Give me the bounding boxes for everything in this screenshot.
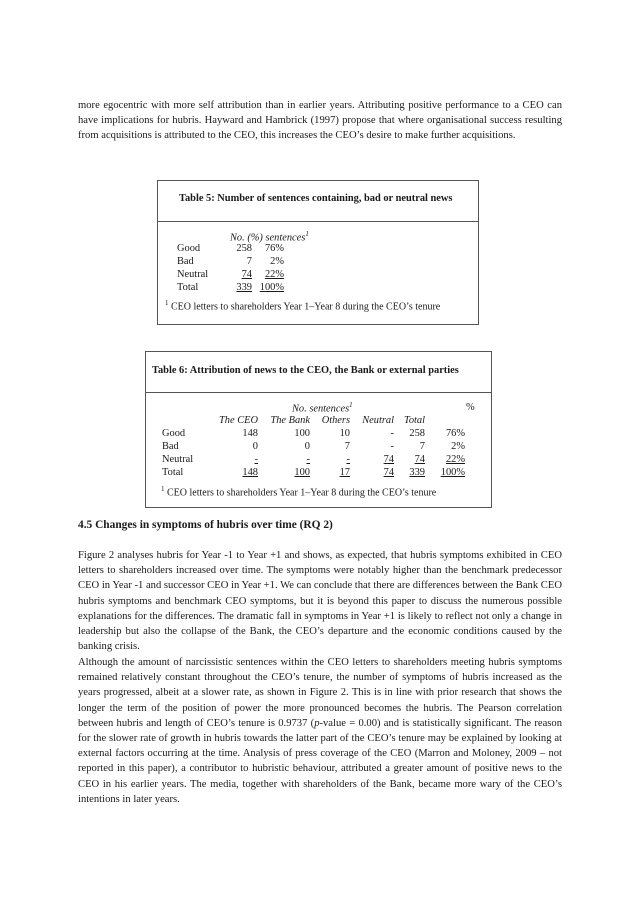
table6-header-row: The CEO The Bank Others Neutral Total <box>219 415 425 426</box>
paragraph-2: Figure 2 analyses hubris for Year -1 to Year +1 and shows, as expected, that hubris symptoms exhibited in CEO letters to shareholders increased over time. The symptoms were notably higher than the benchmark predecessor CEO in Year -1 and successor CEO in Year +1. We can conclude that there are differences between the Bank CEO hubris symptoms and benchmark CEO symptoms, but it is beyond this paper to discuss the numerous possible explanations for the differences. The dramatic fall in symptoms in Year +1 is likely to reflect not only a change in leadership but also the collapse of the Bank, the CEO’s departure and the economic conditions caused by the banking crisis. <box>78 550 562 653</box>
table-row: Neutral - - - 74 74 22% <box>162 454 465 465</box>
table6-title: Table 6: Attribution of news to the CEO, the Bank or external parties <box>146 352 491 393</box>
table-row: Neutral 74 22% <box>177 269 284 280</box>
table6-pct-header: % <box>466 402 475 413</box>
table6 <box>162 414 465 479</box>
section-heading: 4.5 Changes in symptoms of hubris over time (RQ 2) <box>78 519 333 531</box>
table-row: Bad 7 2% <box>177 256 284 267</box>
table-row: Total 339 100% <box>177 282 284 293</box>
intro-paragraph: more egocentric with more self attribution than in earlier years. Attributing positive performance to a CEO can have implications for hubris. Hayward and Hambrick (1997) propose that where organisational success resulting from acquisitions is attributed to the CEO, this increases the CEO’s desire to make further acquisitions. <box>78 100 562 142</box>
paragraph-3: Although the amount of narcissistic sentences within the CEO letters to shareholders meeting hubris symptoms remained relatively constant throughout the CEO’s tenure, the number of symptoms of hubris increased as the years progressed, albeit at a slower rate, as shown in Figure 2. This is in line with prior research that shows the longer the term of the position of power the more pronounced becomes the hubris. The Pearson correlation between hubris and length of CEO’s tenure is 0.9737 (p-value = 0.00) and is statistically significant. The reason for the slower rate of growth in hubris towards the latter part of the CEO’s tenure may be explained by looking at external factors occurring at the time. Analysis of press coverage of the CEO (Marron and Moloney, 2009 – not reported in this paper), a contributor to hubristic behaviour, attributed a greater amount of positive news to the CEO in his earlier years. The media, together with shareholders of the Bank, became more wary of the CEO’s intentions in later years. <box>78 657 562 805</box>
table5-title: Table 5: Number of sentences containing, bad or neutral news <box>158 181 478 222</box>
table5 <box>177 242 284 294</box>
table-row: Bad 0 0 7 - 7 2% <box>162 441 465 452</box>
table-row: Good 148 100 10 - 258 76% <box>162 428 465 439</box>
table5-footnote: $^1$ CEO letters to shareholders Year 1–Year 8 during the CEO’s tenure <box>165 299 441 313</box>
table6-footnote: $^1$ CEO letters to shareholders Year 1–Year 8 during the CEO’s tenure <box>161 485 437 499</box>
table5-column-header: No. (%) sentences$^1$ <box>230 230 309 244</box>
table-row: Total 148 100 17 74 339 100% <box>162 467 465 478</box>
table-row: Good 258 76% <box>177 243 284 254</box>
table6-group-header: No. sentences$^1$ <box>292 401 353 415</box>
